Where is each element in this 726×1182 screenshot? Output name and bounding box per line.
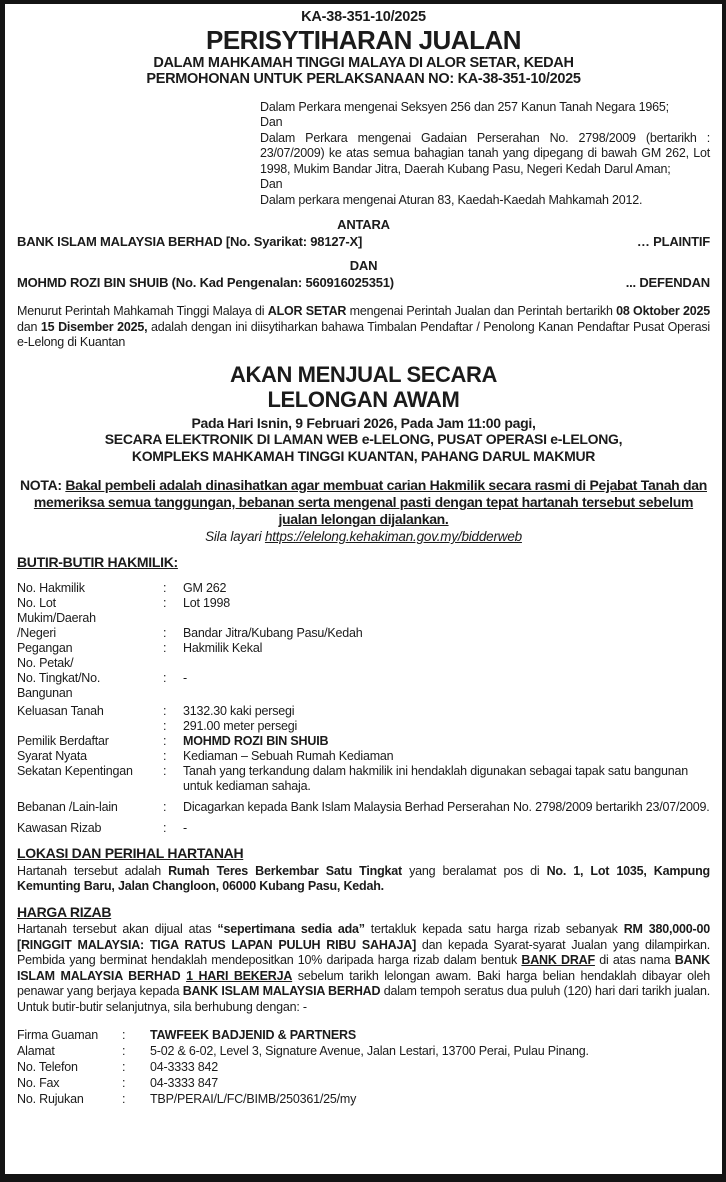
detail-label	[17, 719, 163, 734]
court-line: DALAM MAHKAMAH TINGGI MALAYA DI ALOR SETAR, KEDAH	[153, 54, 574, 71]
reserve-text: sebelum tarikh lelongan awam. Baki harga belian hendaklah dibayar oleh penawar yang berjaya kepada	[17, 968, 710, 998]
contact-table	[17, 1027, 710, 1107]
detail-colon	[163, 611, 183, 626]
detail-label: No. Tingkat/No.	[17, 671, 101, 685]
detail-colon: :	[163, 581, 167, 595]
recital-line: Dan	[260, 115, 283, 129]
detail-label: /Negeri	[17, 626, 56, 640]
location-text: Hartanah tersebut adalah	[17, 863, 169, 878]
contact-label: No. Telefon	[17, 1060, 78, 1074]
detail-value: Hakmilik Kekal	[183, 641, 263, 655]
recitals-block	[260, 100, 710, 209]
sale-venue: KOMPLEKS MAHKAMAH TINGGI KUANTAN, PAHANG DARUL MAKMUR	[131, 447, 596, 464]
reserve-price-heading-text: HARGA RIZAB	[17, 903, 112, 920]
order-paragraph	[17, 304, 710, 351]
detail-label: No. Hakmilik	[17, 581, 85, 595]
contact-colon: :	[122, 1044, 126, 1058]
fax-number: 04-3333 847	[150, 1076, 219, 1090]
contact-label: Firma Guaman	[17, 1028, 98, 1042]
detail-value: Tanah yang terkandung dalam hakmilik ini hendaklah digunakan sebagai tapak satu bangunan untuk kediaman sahaja.	[183, 764, 689, 793]
detail-value-owner: MOHMD ROZI BIN SHUIB	[183, 734, 329, 748]
order-date-2: 15 Disember 2025,	[40, 319, 148, 334]
reserve-text: Hartanah tersebut akan dijual atas	[17, 922, 218, 936]
detail-colon	[163, 686, 183, 701]
order-text: Menurut Perintah Mahkamah Tinggi Malaya di	[17, 304, 268, 318]
contact-label: No. Fax	[17, 1076, 60, 1090]
reserve-text: di atas nama	[594, 953, 675, 967]
title-details-heading-text: BUTIR-BUTIR HAKMILIK:	[17, 553, 178, 570]
reserve-text: tertakluk kepada satu harga rizab sebanyak	[364, 922, 624, 936]
sale-headline-line2: LELONGAN AWAM	[267, 386, 460, 412]
detail-label: No. Petak/	[17, 656, 74, 670]
detail-colon: :	[163, 734, 167, 748]
contact-colon: :	[122, 1076, 126, 1090]
detail-colon: :	[163, 764, 167, 778]
detail-colon: :	[163, 821, 167, 835]
between-label: ANTARA	[337, 217, 390, 232]
bank-name: BANK ISLAM MALAYSIA BERHAD	[17, 953, 711, 983]
detail-value: 3132.30 kaki persegi	[183, 704, 295, 718]
title-details-heading	[17, 555, 710, 571]
reserve-text: dalam tempoh seratus dua puluh (120) hari dari tarikh jualan. Untuk butir-butir selanjutnya, sila berhubung dengan: -	[17, 984, 710, 1014]
detail-value: Lot 1998	[183, 596, 231, 610]
property-type: Rumah Teres Berkembar Satu Tingkat	[168, 863, 402, 878]
detail-value: Bandar Jitra/Kubang Pasu/Kedah	[183, 626, 363, 640]
detail-value: Kediaman – Sebuah Rumah Kediaman	[183, 749, 394, 763]
detail-value: 291.00 meter persegi	[183, 719, 298, 733]
detail-label: Pemilik Berdaftar	[17, 734, 109, 748]
detail-label: No. Lot	[17, 596, 56, 610]
detail-value	[183, 611, 710, 626]
detail-label: Syarat Nyata	[17, 749, 87, 763]
defendant-row	[17, 275, 710, 291]
detail-label: Mukim/Daerah	[17, 611, 96, 625]
property-address: No. 1, Lot 1035, Kampung Kemunting Baru, Jalan Changloon, 06000 Kubang Pasu, Kedah.	[17, 863, 710, 893]
and-label: DAN	[349, 258, 378, 273]
working-day-term: 1 HARI BEKERJA	[186, 968, 293, 983]
case-number: KA-38-351-10/2025	[301, 9, 426, 25]
detail-label: Bebanan /Lain-lain	[17, 800, 118, 814]
detail-label: Kawasan Rizab	[17, 821, 102, 835]
visit-prefix: Sila layari	[205, 529, 265, 544]
location-heading-text: LOKASI DAN PERIHAL HARTANAH	[17, 845, 244, 861]
bank-name: BANK ISLAM MALAYSIA BERHAD	[182, 984, 381, 998]
application-line: PERMOHONAN UNTUK PERLAKSANAAN NO: KA-38-351-10/2025	[146, 71, 581, 87]
nota-block	[17, 477, 710, 528]
detail-value: Dicagarkan kepada Bank Islam Malaysia Berhad Perserahan No. 2798/2009 bertarikh 23/07/2009.	[183, 800, 710, 814]
detail-colon: :	[163, 719, 167, 733]
detail-label: Pegangan	[17, 641, 73, 655]
as-is-clause: “sepertimana sedia ada”	[217, 922, 365, 936]
detail-value: GM 262	[183, 581, 227, 595]
order-court-name: ALOR SETAR	[267, 304, 347, 318]
title-details-table	[17, 581, 710, 836]
contact-colon: :	[122, 1060, 126, 1074]
location-heading	[17, 846, 710, 862]
detail-colon: :	[163, 749, 167, 763]
contact-colon: :	[122, 1028, 126, 1042]
detail-value: -	[183, 821, 188, 835]
detail-colon: :	[163, 671, 167, 685]
sale-headline-line1: AKAN MENJUAL SECARA	[229, 361, 497, 387]
reference-number: TBP/PERAI/L/FC/BIMB/250361/25/my	[150, 1092, 357, 1106]
detail-colon: :	[163, 704, 167, 718]
detail-colon	[163, 656, 183, 671]
recital-line: Dalam Perkara mengenai Gadaian Perserahan No. 2798/2009 (bertarikh : 23/07/2009) ke atas semua bahagian tanah yang dipegang di bawah GM 262, Lot 1998, Mukim Bandar Jitra, Daerah Kubang Pasu, Negeri Kedah Darul Aman;	[260, 130, 710, 176]
detail-value: -	[183, 671, 188, 685]
detail-value	[183, 656, 710, 671]
detail-value	[183, 686, 710, 701]
law-firm-address: 5-02 & 6-02, Level 3, Signature Avenue, Jalan Lestari, 13700 Perai, Pulau Pinang.	[150, 1044, 589, 1058]
contact-label: Alamat	[17, 1044, 55, 1058]
recital-line: Dan	[260, 177, 283, 191]
detail-label: Sekatan Kepentingan	[17, 764, 133, 778]
recital-line: Dalam Perkara mengenai Seksyen 256 dan 257 Kanun Tanah Negara 1965;	[260, 99, 669, 114]
detail-colon: :	[163, 641, 167, 655]
reserve-price-amount: RM 380,000-00 [RINGGIT MALAYSIA: TIGA RATUS LAPAN PULUH RIBU SAHAJA]	[17, 922, 710, 952]
order-text: adalah dengan ini diisytiharkan bahawa Timbalan Pendaftar / Penolong Kanan Pendaftar Pusat Operasi e-Lelong di Kuantan	[17, 319, 711, 349]
detail-colon: :	[163, 596, 167, 610]
location-text: yang beralamat pos di	[402, 863, 547, 878]
detail-colon: :	[163, 800, 167, 814]
law-firm-name: TAWFEEK BADJENID & PARTNERS	[150, 1028, 356, 1042]
visit-line	[17, 529, 710, 545]
page-title: PERISYTIHARAN JUALAN	[205, 24, 522, 55]
order-text: dan	[17, 319, 41, 334]
plaintiff-name: BANK ISLAM MALAYSIA BERHAD [No. Syarikat: 98127-X]	[17, 233, 363, 249]
defendant-role: ... DEFENDAN	[625, 274, 710, 290]
recital-line: Dalam perkara mengenai Aturan 83, Kaedah-Kaedah Mahkamah 2012.	[260, 192, 643, 207]
detail-label: Bangunan	[17, 686, 73, 700]
reserve-price-heading	[17, 905, 710, 921]
plaintiff-role: … PLAINTIF	[636, 233, 710, 249]
order-text: mengenai Perintah Jualan dan Perintah bertarikh	[346, 304, 617, 318]
bank-draft-term: BANK DRAF	[521, 953, 595, 967]
sale-datetime: Pada Hari Isnin, 9 Februari 2026, Pada Jam 11:00 pagi,	[191, 414, 536, 431]
location-paragraph	[17, 864, 710, 895]
nota-label: NOTA:	[19, 477, 66, 493]
defendant-name: MOHMD ROZI BIN SHUIB (No. Kad Pengenalan: 560916025351)	[17, 274, 394, 290]
phone-number: 04-3333 842	[150, 1060, 219, 1074]
nota-text: Bakal pembeli adalah dinasihatkan agar membuat carian Hakmilik secara rasmi di Pejabat Tanah dan memeriksa semua tanggungan, bebanan serta mengenal pasti dengan tepat hartanah tersebut sebelum jualan lelongan dijalankan.	[33, 477, 708, 527]
reserve-text: dan kepada Syarat-syarat Jualan yang dilampirkan. Pembida yang berminat hendaklah mendepositkan 10% daripada harga rizab dalam bentuk	[17, 937, 710, 967]
detail-label: Keluasan Tanah	[17, 704, 104, 718]
sale-method: SECARA ELEKTRONIK DI LAMAN WEB e-LELONG, PUSAT OPERASI e-LELONG,	[104, 431, 623, 447]
contact-colon: :	[122, 1092, 126, 1106]
bidder-website-link[interactable]: https://elelong.kehakiman.gov.my/bidderweb	[264, 529, 522, 544]
order-date-1: 08 Oktober 2025	[616, 304, 711, 318]
contact-label: No. Rujukan	[17, 1092, 84, 1106]
reserve-price-paragraph	[17, 922, 710, 1015]
detail-colon: :	[163, 626, 167, 640]
plaintiff-row	[17, 234, 710, 250]
